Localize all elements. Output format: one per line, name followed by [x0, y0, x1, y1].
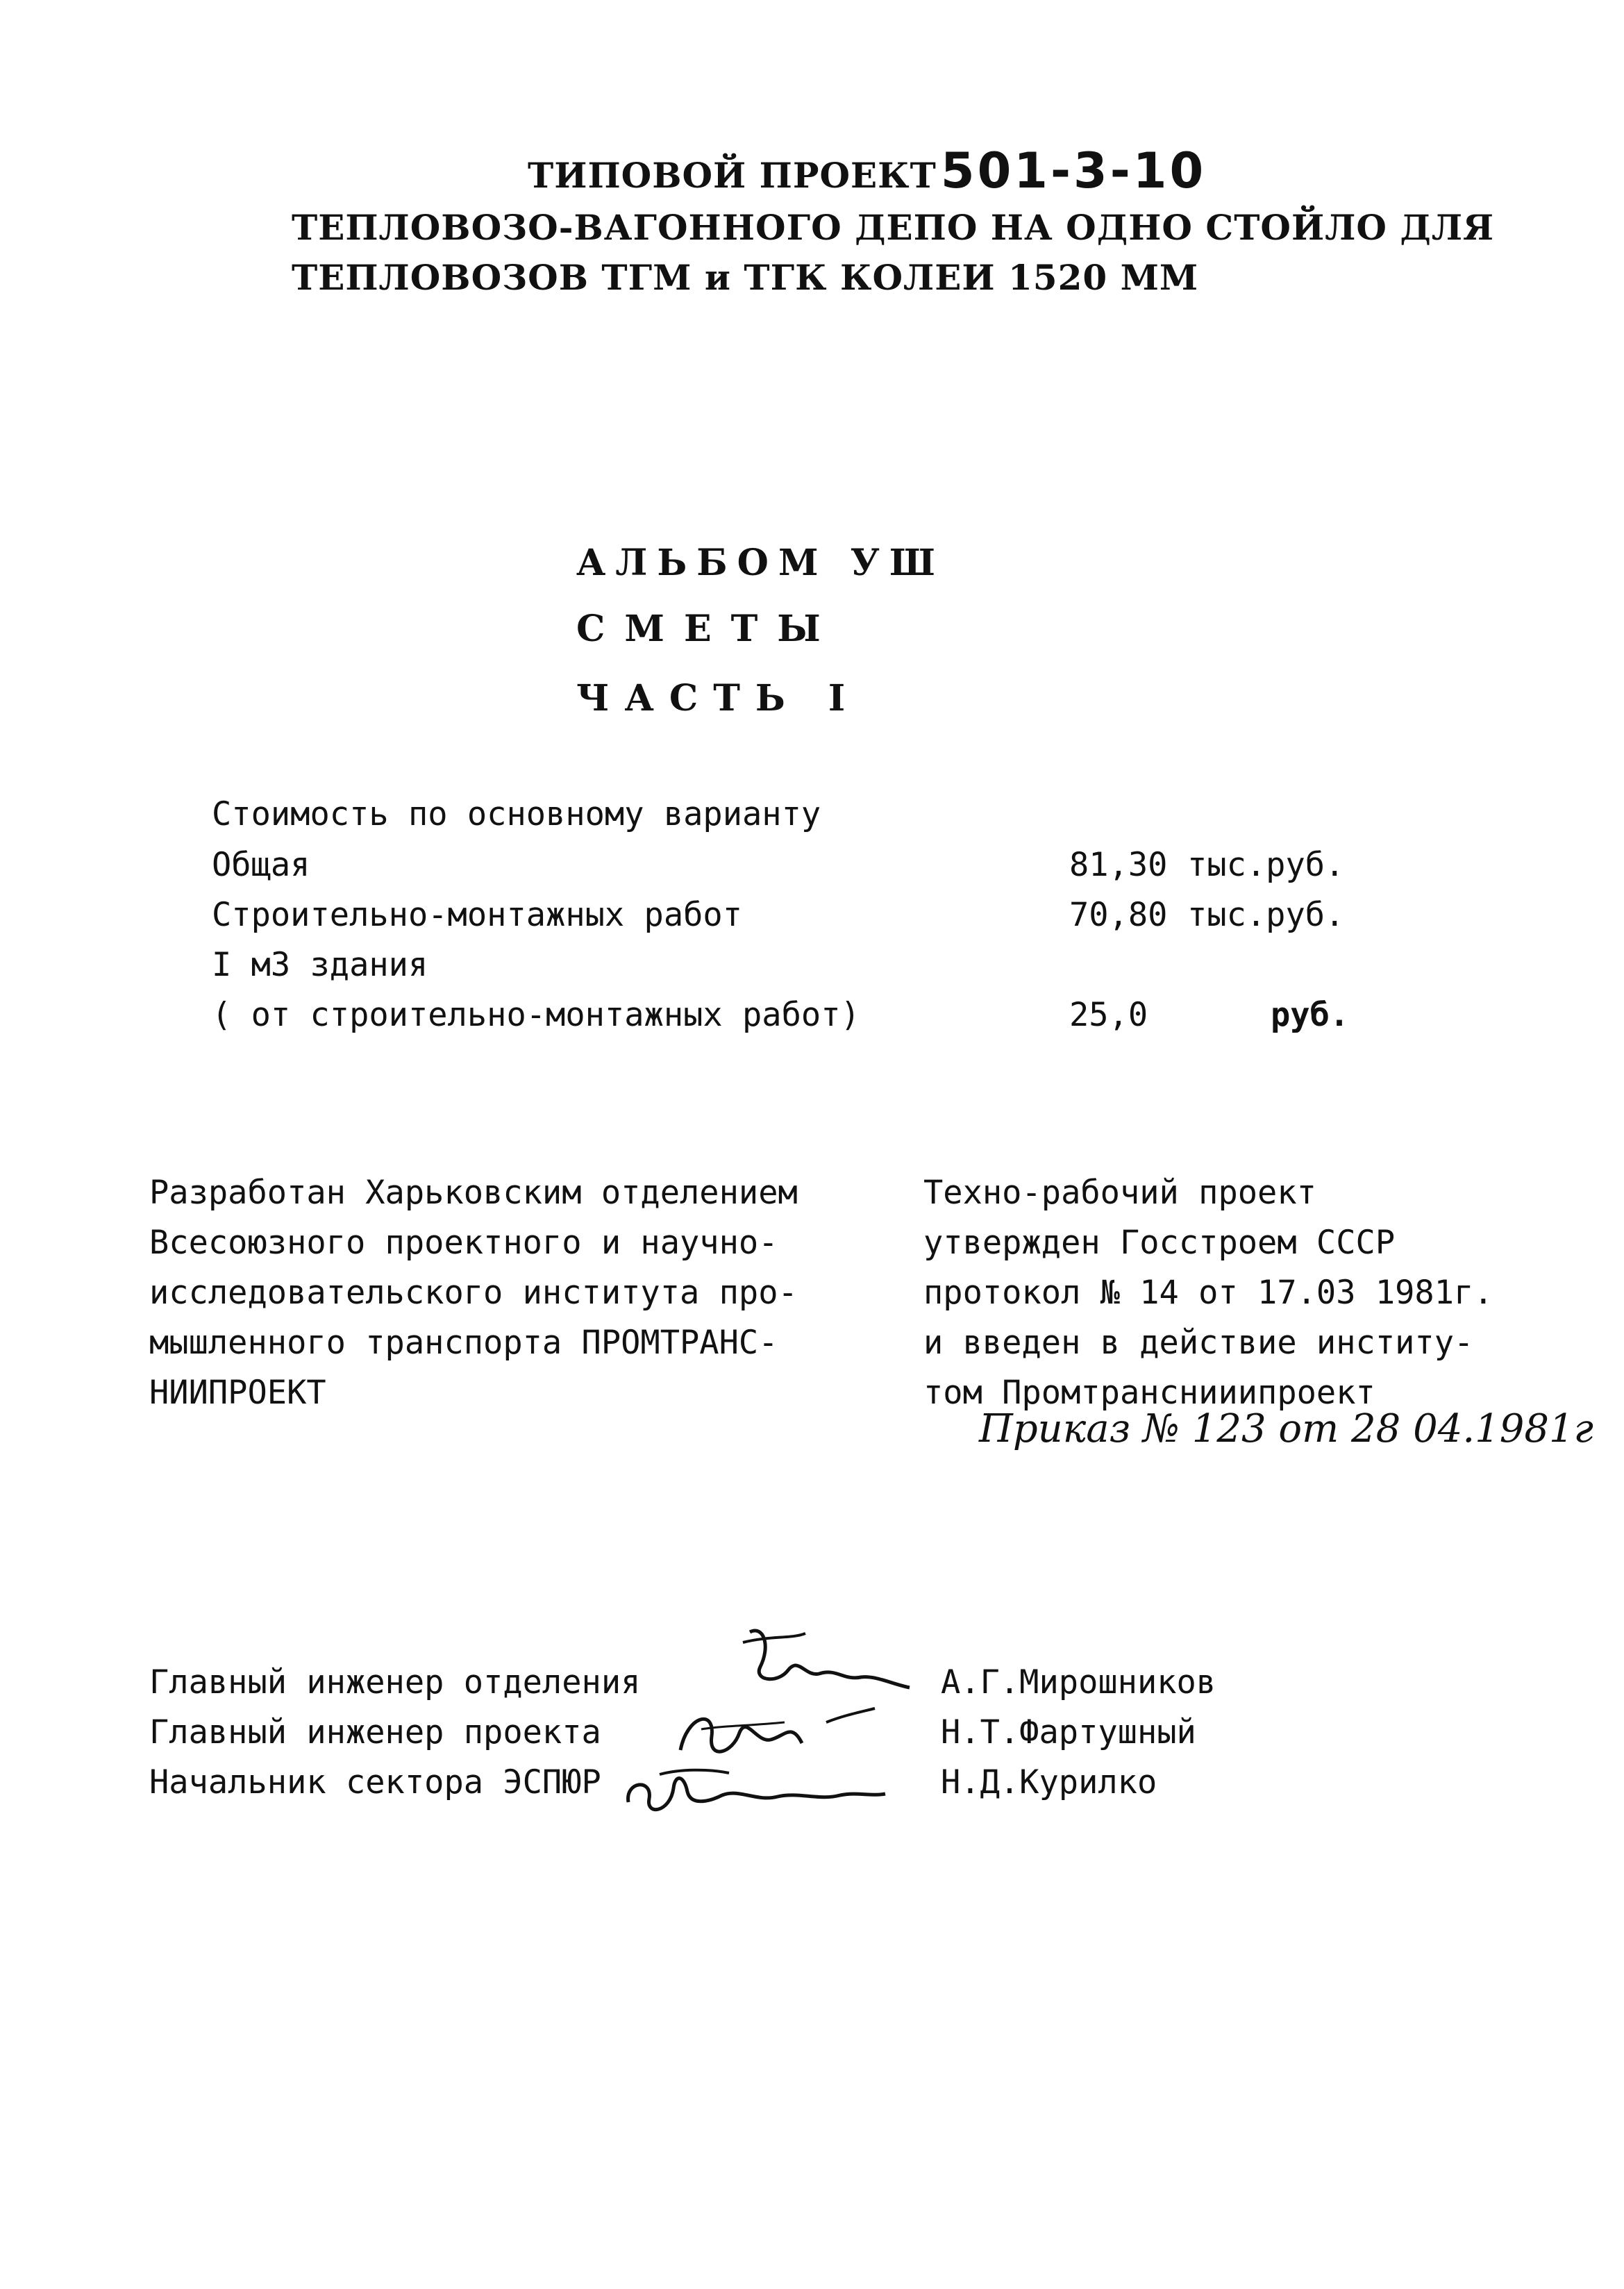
- cost-row-value: 25,0: [1069, 996, 1148, 1034]
- signatory-name: А.Г.Мирошников: [941, 1663, 1216, 1701]
- approval-line: том Промтранснииипроект: [923, 1374, 1375, 1412]
- cost-row-label: Строительно-монтажных работ: [212, 896, 743, 934]
- cost-row-label: Общая: [212, 846, 310, 884]
- cost-row-unit: руб.: [1271, 996, 1350, 1034]
- cost-row-label: ( от строительно-монтажных работ): [212, 996, 860, 1034]
- approval-line: протокол № 14 от 17.03 1981г.: [923, 1274, 1493, 1312]
- signatory-position: Главный инженер отделения: [149, 1663, 641, 1701]
- project-heading: [528, 142, 1206, 199]
- signatory-name: Н.Т.Фартушный: [941, 1713, 1196, 1751]
- developer-line: исследовательского института про-: [149, 1274, 798, 1312]
- part-title: ЧАСТЬ I: [576, 677, 861, 719]
- signatory-position: Начальник сектора ЭСПЮР: [149, 1763, 601, 1801]
- cost-row-unit: тыс.руб.: [1187, 896, 1345, 934]
- cost-row-value: 81,30: [1069, 846, 1168, 884]
- project-label: ТИПОВОЙ ПРОЕКТ: [528, 155, 937, 196]
- developer-line: мышленного транспорта ПРОМТРАНС-: [149, 1324, 778, 1362]
- cost-row-unit: тыс.руб.: [1187, 846, 1345, 884]
- order-line: Приказ № 123 от 28 04.1981г: [979, 1406, 1593, 1451]
- costs-heading: Стоимость по основному варианту: [212, 795, 821, 833]
- project-number: 501-3-10: [940, 142, 1207, 199]
- approval-line: Техно-рабочий проект: [923, 1174, 1316, 1212]
- title-line-1: ТЕПЛОВОЗО-ВАГОННОГО ДЕПО НА ОДНО СТОЙЛО ДЛЯ: [292, 207, 1495, 248]
- approval-line: и введен в действие институ-: [923, 1324, 1474, 1362]
- developer-line: Разработан Харьковским отделением: [149, 1174, 798, 1212]
- developer-line: НИИПРОЕКТ: [149, 1374, 326, 1412]
- signatory-position: Главный инженер проекта: [149, 1713, 601, 1751]
- signatory-name: Н.Д.Курилко: [941, 1763, 1157, 1801]
- album-title: АЛЬБОМ УШ: [576, 542, 945, 584]
- approval-line: утвержден Госстроем СССР: [923, 1224, 1396, 1262]
- signature-3: [618, 1754, 896, 1823]
- developer-line: Всесоюзного проектного и научно-: [149, 1224, 778, 1262]
- estimates-title: СМЕТЫ: [576, 608, 840, 650]
- cost-row-label: I м3 здания: [212, 946, 428, 984]
- cost-row-value: 70,80: [1069, 896, 1168, 934]
- title-line-2: ТЕПЛОВОЗОВ ТГМ и ТГК КОЛЕИ 1520 ММ: [292, 257, 1199, 298]
